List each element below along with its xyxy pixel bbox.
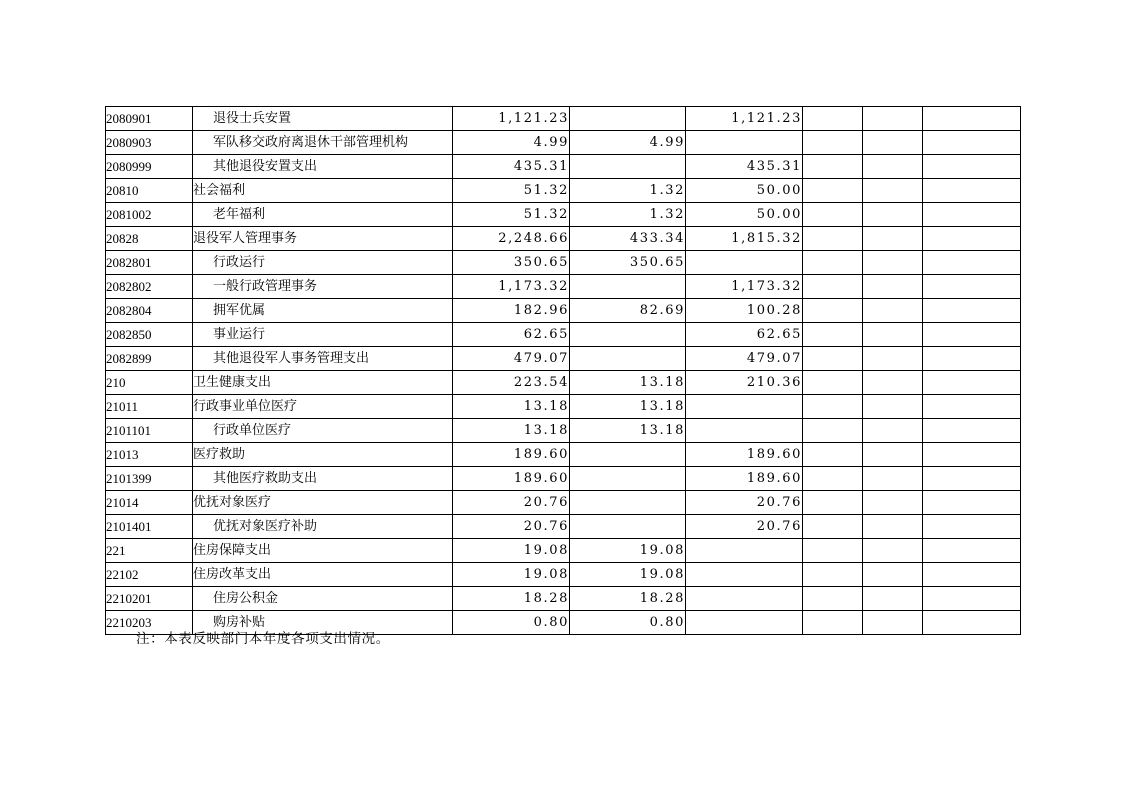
empty-cell [923, 227, 1021, 251]
empty-cell [923, 563, 1021, 587]
account-name-cell: 住房改革支出 [193, 563, 453, 587]
empty-cell [803, 587, 863, 611]
total-amount-cell: 0.80 [453, 611, 570, 635]
account-code-cell: 2082850 [106, 323, 193, 347]
empty-cell [803, 539, 863, 563]
empty-cell [863, 299, 923, 323]
account-code-cell: 2101401 [106, 515, 193, 539]
account-code-cell: 2101399 [106, 467, 193, 491]
empty-cell [803, 395, 863, 419]
table-row [106, 347, 1021, 371]
empty-cell [923, 587, 1021, 611]
account-name-cell: 优抚对象医疗补助 [193, 515, 453, 539]
table-row [106, 587, 1021, 611]
empty-cell [863, 563, 923, 587]
project-expenditure-cell [686, 563, 803, 587]
account-name-cell: 行政运行 [193, 251, 453, 275]
empty-cell [923, 275, 1021, 299]
table-body [106, 107, 1021, 635]
total-amount-cell: 182.96 [453, 299, 570, 323]
account-code-cell: 2080999 [106, 155, 193, 179]
account-name-cell: 退役士兵安置 [193, 107, 453, 131]
project-expenditure-cell: 1,121.23 [686, 107, 803, 131]
table-row [106, 155, 1021, 179]
table-row [106, 419, 1021, 443]
empty-cell [923, 323, 1021, 347]
account-name-cell: 其他退役安置支出 [193, 155, 453, 179]
total-amount-cell: 13.18 [453, 419, 570, 443]
empty-cell [923, 347, 1021, 371]
account-name-cell: 退役军人管理事务 [193, 227, 453, 251]
total-amount-cell: 19.08 [453, 563, 570, 587]
account-code-cell: 2082801 [106, 251, 193, 275]
total-amount-cell: 51.32 [453, 203, 570, 227]
empty-cell [803, 347, 863, 371]
project-expenditure-cell [686, 611, 803, 635]
table-row [106, 227, 1021, 251]
basic-expenditure-cell: 0.80 [570, 611, 686, 635]
account-code-cell: 2101101 [106, 419, 193, 443]
account-code-cell: 21011 [106, 395, 193, 419]
basic-expenditure-cell: 4.99 [570, 131, 686, 155]
empty-cell [863, 611, 923, 635]
total-amount-cell: 479.07 [453, 347, 570, 371]
account-code-cell: 2082802 [106, 275, 193, 299]
table-row [106, 371, 1021, 395]
empty-cell [863, 443, 923, 467]
empty-cell [863, 515, 923, 539]
basic-expenditure-cell: 19.08 [570, 539, 686, 563]
total-amount-cell: 20.76 [453, 515, 570, 539]
empty-cell [803, 515, 863, 539]
empty-cell [923, 203, 1021, 227]
empty-cell [803, 179, 863, 203]
project-expenditure-cell: 479.07 [686, 347, 803, 371]
empty-cell [863, 107, 923, 131]
total-amount-cell: 13.18 [453, 395, 570, 419]
account-code-cell: 2081002 [106, 203, 193, 227]
project-expenditure-cell: 189.60 [686, 467, 803, 491]
empty-cell [803, 227, 863, 251]
table-row [106, 443, 1021, 467]
empty-cell [863, 539, 923, 563]
empty-cell [803, 467, 863, 491]
project-expenditure-cell [686, 419, 803, 443]
empty-cell [923, 491, 1021, 515]
basic-expenditure-cell: 18.28 [570, 587, 686, 611]
project-expenditure-cell: 1,173.32 [686, 275, 803, 299]
total-amount-cell: 18.28 [453, 587, 570, 611]
empty-cell [863, 395, 923, 419]
empty-cell [863, 467, 923, 491]
table-row [106, 395, 1021, 419]
expenditure-table [105, 106, 1021, 635]
table-row [106, 563, 1021, 587]
empty-cell [923, 539, 1021, 563]
table-row [106, 203, 1021, 227]
empty-cell [803, 611, 863, 635]
account-code-cell: 20810 [106, 179, 193, 203]
basic-expenditure-cell: 13.18 [570, 371, 686, 395]
account-name-cell: 优抚对象医疗 [193, 491, 453, 515]
project-expenditure-cell: 62.65 [686, 323, 803, 347]
empty-cell [803, 251, 863, 275]
empty-cell [863, 323, 923, 347]
account-name-cell: 拥军优属 [193, 299, 453, 323]
empty-cell [923, 155, 1021, 179]
empty-cell [863, 491, 923, 515]
project-expenditure-cell: 50.00 [686, 179, 803, 203]
account-code-cell: 20828 [106, 227, 193, 251]
project-expenditure-cell: 435.31 [686, 155, 803, 179]
account-name-cell: 医疗救助 [193, 443, 453, 467]
total-amount-cell: 62.65 [453, 323, 570, 347]
account-name-cell: 卫生健康支出 [193, 371, 453, 395]
total-amount-cell: 189.60 [453, 467, 570, 491]
account-code-cell: 2210203 [106, 611, 193, 635]
account-name-cell: 其他医疗救助支出 [193, 467, 453, 491]
account-name-cell: 住房保障支出 [193, 539, 453, 563]
empty-cell [863, 371, 923, 395]
account-name-cell: 军队移交政府离退休干部管理机构 [193, 131, 453, 155]
empty-cell [923, 395, 1021, 419]
basic-expenditure-cell: 13.18 [570, 419, 686, 443]
project-expenditure-cell [686, 251, 803, 275]
basic-expenditure-cell [570, 323, 686, 347]
project-expenditure-cell: 1,815.32 [686, 227, 803, 251]
total-amount-cell: 435.31 [453, 155, 570, 179]
empty-cell [923, 299, 1021, 323]
project-expenditure-cell: 20.76 [686, 491, 803, 515]
empty-cell [863, 179, 923, 203]
basic-expenditure-cell: 350.65 [570, 251, 686, 275]
account-code-cell: 2082899 [106, 347, 193, 371]
total-amount-cell: 51.32 [453, 179, 570, 203]
table-row [106, 107, 1021, 131]
account-code-cell: 221 [106, 539, 193, 563]
empty-cell [863, 419, 923, 443]
table-row [106, 299, 1021, 323]
account-name-cell: 一般行政管理事务 [193, 275, 453, 299]
total-amount-cell: 350.65 [453, 251, 570, 275]
empty-cell [863, 251, 923, 275]
empty-cell [803, 203, 863, 227]
table-row [106, 491, 1021, 515]
table-row [106, 251, 1021, 275]
account-name-cell: 购房补贴 [193, 611, 453, 635]
project-expenditure-cell [686, 131, 803, 155]
account-name-cell: 事业运行 [193, 323, 453, 347]
empty-cell [803, 299, 863, 323]
basic-expenditure-cell: 13.18 [570, 395, 686, 419]
basic-expenditure-cell: 1.32 [570, 203, 686, 227]
basic-expenditure-cell [570, 107, 686, 131]
basic-expenditure-cell [570, 467, 686, 491]
basic-expenditure-cell: 82.69 [570, 299, 686, 323]
basic-expenditure-cell [570, 491, 686, 515]
account-code-cell: 210 [106, 371, 193, 395]
basic-expenditure-cell [570, 443, 686, 467]
account-name-cell: 行政单位医疗 [193, 419, 453, 443]
basic-expenditure-cell [570, 347, 686, 371]
project-expenditure-cell: 50.00 [686, 203, 803, 227]
empty-cell [923, 611, 1021, 635]
empty-cell [923, 107, 1021, 131]
empty-cell [863, 203, 923, 227]
project-expenditure-cell [686, 539, 803, 563]
total-amount-cell: 2,248.66 [453, 227, 570, 251]
empty-cell [863, 155, 923, 179]
account-name-cell: 其他退役军人事务管理支出 [193, 347, 453, 371]
total-amount-cell: 1,173.32 [453, 275, 570, 299]
account-code-cell: 2082804 [106, 299, 193, 323]
empty-cell [923, 515, 1021, 539]
empty-cell [923, 419, 1021, 443]
empty-cell [923, 443, 1021, 467]
account-code-cell: 2210201 [106, 587, 193, 611]
table-row [106, 515, 1021, 539]
total-amount-cell: 189.60 [453, 443, 570, 467]
empty-cell [863, 227, 923, 251]
total-amount-cell: 4.99 [453, 131, 570, 155]
table-row [106, 131, 1021, 155]
project-expenditure-cell [686, 587, 803, 611]
account-name-cell: 行政事业单位医疗 [193, 395, 453, 419]
table-row [106, 323, 1021, 347]
empty-cell [803, 491, 863, 515]
account-code-cell: 2080901 [106, 107, 193, 131]
account-name-cell: 老年福利 [193, 203, 453, 227]
project-expenditure-cell: 189.60 [686, 443, 803, 467]
account-code-cell: 22102 [106, 563, 193, 587]
table-row [106, 179, 1021, 203]
empty-cell [863, 587, 923, 611]
total-amount-cell: 223.54 [453, 371, 570, 395]
empty-cell [923, 131, 1021, 155]
empty-cell [863, 347, 923, 371]
basic-expenditure-cell: 1.32 [570, 179, 686, 203]
empty-cell [803, 275, 863, 299]
empty-cell [803, 563, 863, 587]
empty-cell [803, 371, 863, 395]
expenditure-table-container [105, 106, 1021, 635]
empty-cell [803, 155, 863, 179]
empty-cell [923, 371, 1021, 395]
table-row [106, 539, 1021, 563]
account-code-cell: 21013 [106, 443, 193, 467]
empty-cell [923, 467, 1021, 491]
account-name-cell: 社会福利 [193, 179, 453, 203]
account-code-cell: 2080903 [106, 131, 193, 155]
empty-cell [803, 419, 863, 443]
basic-expenditure-cell [570, 275, 686, 299]
account-name-cell: 住房公积金 [193, 587, 453, 611]
empty-cell [803, 323, 863, 347]
empty-cell [803, 107, 863, 131]
basic-expenditure-cell [570, 155, 686, 179]
empty-cell [803, 443, 863, 467]
basic-expenditure-cell: 433.34 [570, 227, 686, 251]
project-expenditure-cell: 20.76 [686, 515, 803, 539]
project-expenditure-cell: 100.28 [686, 299, 803, 323]
table-row [106, 467, 1021, 491]
project-expenditure-cell: 210.36 [686, 371, 803, 395]
table-footnote: 注：本表反映部门本年度各项支出情况。 [136, 631, 390, 647]
empty-cell [863, 275, 923, 299]
empty-cell [803, 131, 863, 155]
total-amount-cell: 19.08 [453, 539, 570, 563]
empty-cell [923, 179, 1021, 203]
total-amount-cell: 1,121.23 [453, 107, 570, 131]
table-row [106, 275, 1021, 299]
empty-cell [863, 131, 923, 155]
project-expenditure-cell [686, 395, 803, 419]
basic-expenditure-cell [570, 515, 686, 539]
empty-cell [923, 251, 1021, 275]
basic-expenditure-cell: 19.08 [570, 563, 686, 587]
account-code-cell: 21014 [106, 491, 193, 515]
total-amount-cell: 20.76 [453, 491, 570, 515]
